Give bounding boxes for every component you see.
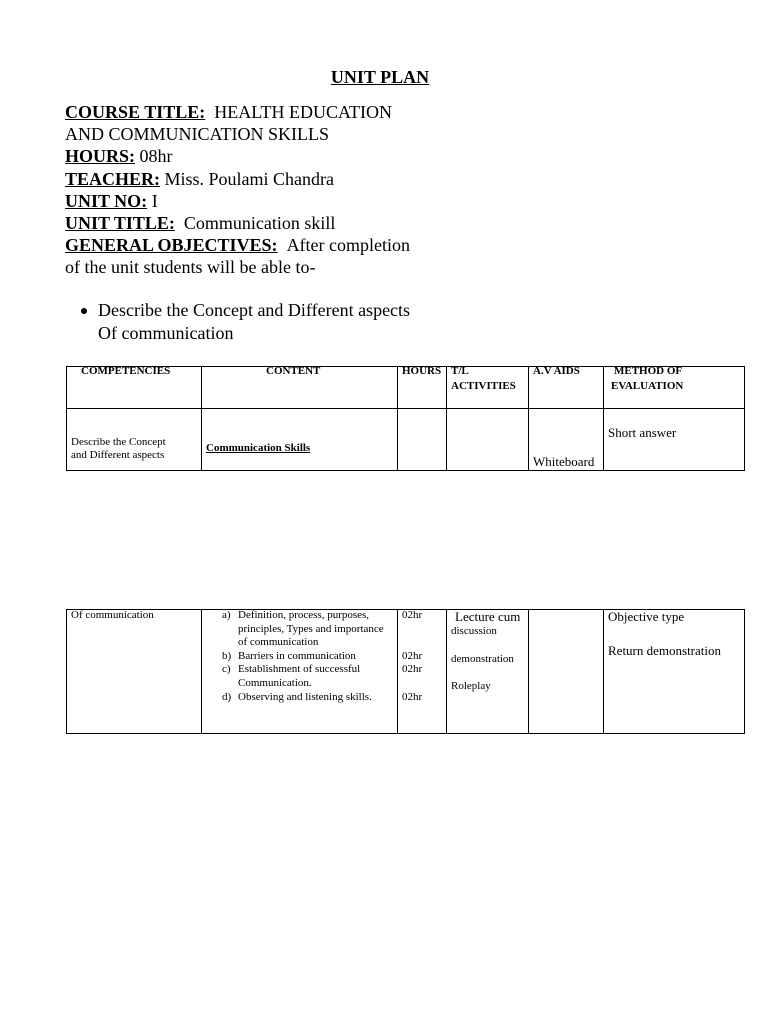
header-content: CONTENT — [266, 365, 321, 377]
unit-plan-table — [66, 366, 745, 471]
row1-evaluation: Short answer — [608, 425, 677, 440]
header-competencies: COMPETENCIES — [81, 365, 171, 377]
objective-item: Describe the Concept and Different aspects Of communication — [98, 300, 411, 343]
header-evaluation: METHOD OF EVALUATION — [611, 365, 684, 392]
row1-activities-cell — [446, 408, 528, 470]
header-cell-av-aids — [528, 367, 603, 408]
list-marker: a) — [222, 609, 231, 621]
teacher-value: Miss. Poulami Chandra — [164, 168, 335, 189]
row2-competency-cell — [67, 610, 201, 733]
list-marker: d) — [222, 690, 232, 703]
activity-text: demonstration — [451, 653, 514, 665]
unit-plan-table-continued — [66, 609, 745, 734]
header-hours: HOURS — [402, 365, 442, 377]
hours-value: 02hr — [402, 663, 423, 676]
course-title-field — [65, 101, 423, 145]
list-item — [202, 663, 390, 690]
header-av-aids: A.V AIDS — [533, 365, 580, 377]
row1-evaluation-cell — [603, 408, 744, 470]
row1-content: Communication Skills — [206, 442, 311, 454]
list-item-text: Establishment of successful Communication. — [238, 663, 361, 689]
row1-content-cell — [201, 408, 397, 470]
row2-av-aids-cell — [528, 610, 603, 733]
hours-label: HOURS: — [65, 146, 136, 167]
unit-no-field — [65, 190, 423, 212]
header-cell-activities — [446, 367, 528, 408]
list-item — [202, 650, 390, 664]
row2-activities-cell — [446, 610, 528, 733]
general-objectives-field — [65, 234, 423, 278]
list-item — [202, 609, 390, 650]
list-item-text: Definition, process, purposes, principles, Types and importance of communication — [238, 609, 384, 649]
page-title: UNIT PLAN — [330, 67, 430, 87]
header-cell-competencies — [67, 367, 201, 408]
hours-value: 08hr — [139, 146, 173, 167]
objectives-list — [98, 299, 423, 344]
course-title-value: HEALTH EDUCATION AND COMMUNICATION SKILLS — [65, 102, 393, 145]
course-info — [65, 101, 423, 279]
teacher-field — [65, 168, 423, 190]
header-cell-evaluation — [603, 367, 744, 408]
content-list — [202, 609, 390, 704]
unit-no-value: I — [151, 190, 158, 211]
row2-competency: Of communication — [71, 609, 154, 621]
row2-hours-cell — [397, 610, 446, 733]
row1-hours-cell — [397, 408, 446, 470]
activity-text: Roleplay — [451, 680, 491, 692]
general-objectives-value: After completion of the unit students will be able to- — [65, 235, 411, 278]
list-item-text: Barriers in communication — [238, 649, 356, 662]
row2-evaluation-cell — [603, 610, 744, 733]
header-cell-hours — [397, 367, 446, 408]
teacher-label: TEACHER: — [65, 168, 161, 189]
course-title-label: COURSE TITLE: — [65, 102, 206, 122]
unit-no-label: UNIT NO: — [65, 190, 148, 211]
hours-value: 02hr — [402, 609, 423, 621]
bullet-marker — [81, 308, 87, 314]
row1-competency: Describe the Concept and Different aspects — [71, 436, 166, 461]
list-marker: b) — [222, 649, 232, 662]
unit-title-label: UNIT TITLE: — [65, 213, 175, 234]
unit-title-field — [65, 212, 423, 234]
row1-competency-cell — [67, 408, 201, 470]
row1-av-aids-cell — [528, 408, 603, 470]
unit-title-value: Communication skill — [183, 213, 336, 234]
row1-av-aids: Whiteboard — [533, 454, 595, 469]
activity-text: discussion — [451, 625, 497, 637]
row2-content-cell — [201, 610, 397, 733]
activity-text: Lecture cum — [455, 609, 521, 624]
list-marker: c) — [222, 663, 231, 676]
evaluation-text: Objective type — [608, 609, 685, 624]
header-activities: T/L ACTIVITIES — [451, 365, 516, 392]
hours-field — [65, 145, 423, 167]
hours-value: 02hr — [402, 649, 423, 662]
list-item — [202, 691, 390, 705]
list-item-text: Observing and listening skills. — [238, 690, 372, 703]
hours-value: 02hr — [402, 690, 423, 703]
header-cell-content — [201, 367, 397, 408]
evaluation-text: Return demonstration — [608, 643, 722, 658]
general-objectives-label: GENERAL OBJECTIVES: — [65, 235, 278, 256]
